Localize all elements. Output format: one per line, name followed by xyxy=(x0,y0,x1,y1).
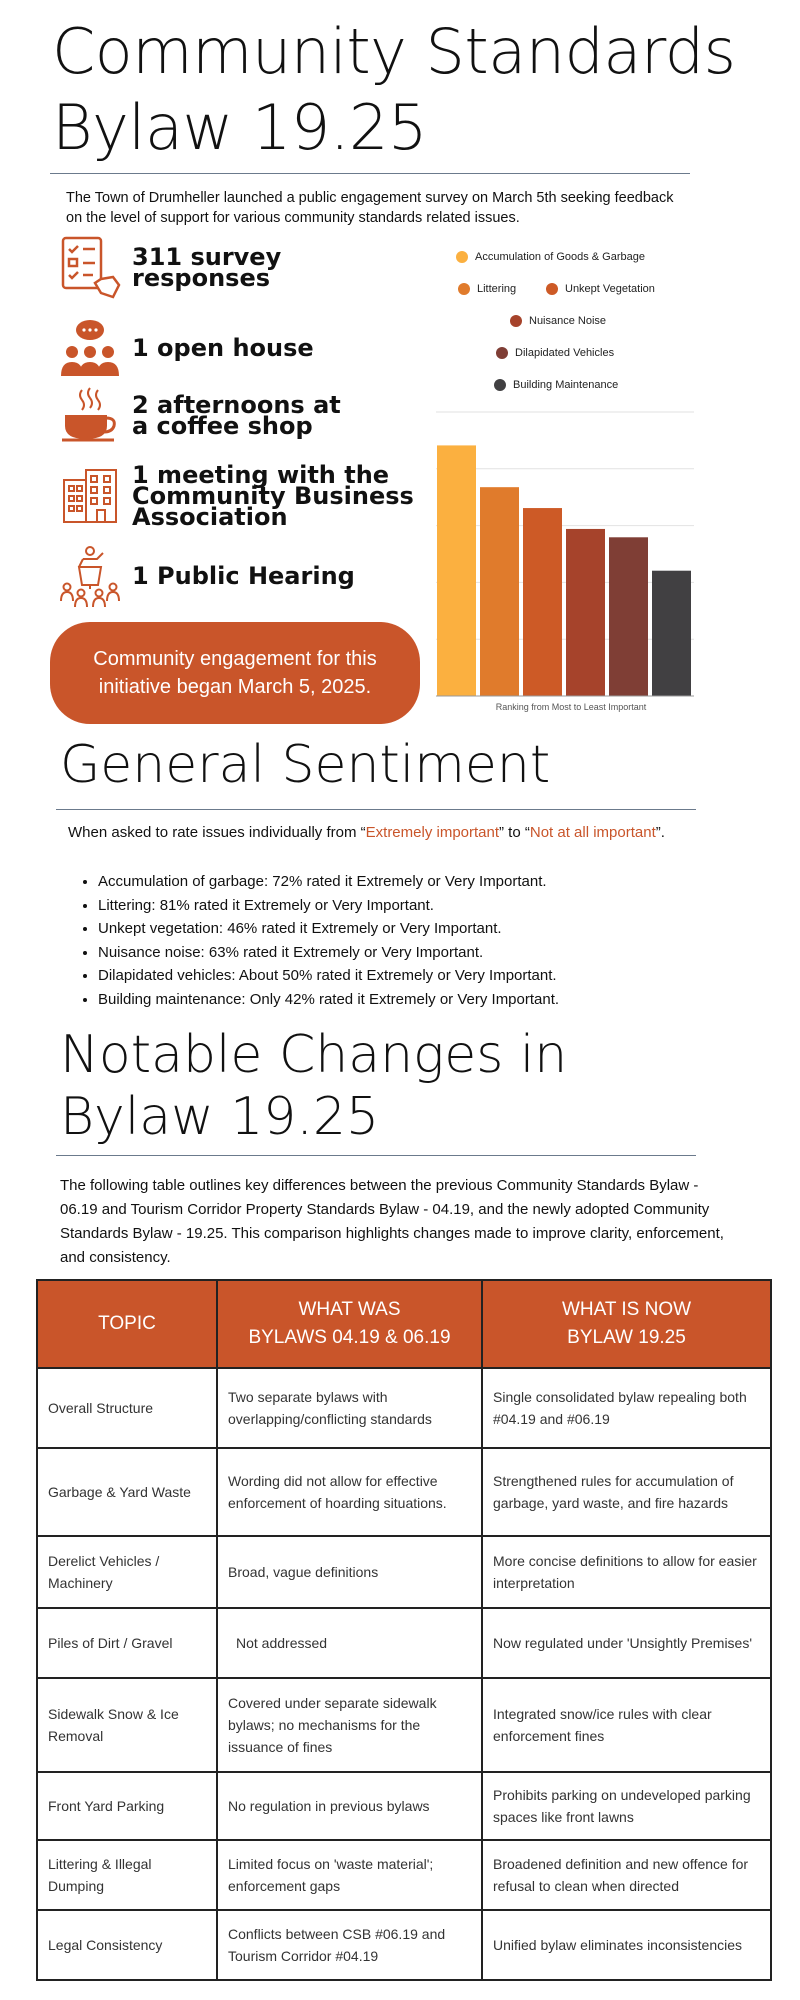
column-header-now-line2: BYLAW 19.25 xyxy=(567,1327,686,1348)
stat-business-meeting xyxy=(56,462,414,530)
office-building-icon xyxy=(56,462,124,530)
legend-swatch xyxy=(458,283,470,295)
intro-text: The Town of Drumheller launched a public engagement survey on March 5th seeking feedback on the level of support for various community standards related issues. xyxy=(66,190,674,226)
list-item: • Accumulation of garbage: 72% rated it Extremely or Very Important. xyxy=(98,870,559,894)
survey-checklist-icon xyxy=(56,234,124,302)
chart-xlabel: Ranking from Most to Least Important xyxy=(495,702,647,712)
page-title-line1: Community Standards xyxy=(52,15,736,88)
legend-item-garbage xyxy=(456,251,645,263)
chart-bar-6 xyxy=(652,571,691,696)
cell-now: Unified bylaw eliminates inconsistencies xyxy=(482,1910,771,1980)
chart-bar-4 xyxy=(566,529,605,696)
cell-was: Not addressed xyxy=(217,1608,482,1678)
sentiment-intro-mid: ” to “ xyxy=(499,824,530,841)
cell-now: Strengthened rules for accumulation of garbage, yard waste, and fire hazards xyxy=(482,1448,771,1536)
column-header-now-line1: WHAT IS NOW xyxy=(561,1299,692,1320)
legend-item-building xyxy=(494,379,618,391)
sentiment-list xyxy=(98,870,559,1011)
legend-label: Unkept Vegetation xyxy=(565,283,655,295)
cell-was: Wording did not allow for effective enforcement of hoarding situations. xyxy=(217,1448,482,1536)
stat-business-label xyxy=(132,460,414,531)
stat-coffee-line1: 2 afternoons at xyxy=(132,391,341,419)
cell-was: Conflicts between CSB #06.19 and Tourism Corridor #04.19 xyxy=(217,1910,482,1980)
engagement-date-callout: Community engagement for this initiative began March 5, 2025. xyxy=(50,622,420,724)
column-header-now xyxy=(482,1280,771,1368)
list-item: • Unkept vegetation: 46% rated it Extremely or Very Important. xyxy=(98,917,559,941)
stat-survey xyxy=(56,234,281,302)
legend-label: Building Maintenance xyxy=(513,379,619,391)
cell-was: Two separate bylaws with overlapping/conflicting standards xyxy=(217,1368,482,1448)
changes-divider xyxy=(56,1155,696,1156)
table-row xyxy=(37,1448,771,1536)
cell-was: Limited focus on 'waste material'; enforcement gaps xyxy=(217,1840,482,1910)
list-item: • Building maintenance: Only 42% rated it Extremely or Very Important. xyxy=(98,988,559,1012)
table-row xyxy=(37,1536,771,1608)
stat-open-house xyxy=(56,314,314,382)
cell-now: More concise definitions to allow for easier interpretation xyxy=(482,1536,771,1608)
comparison-table xyxy=(36,1279,772,1981)
cell-topic: Derelict Vehicles / Machinery xyxy=(37,1536,217,1608)
title-divider xyxy=(50,173,690,174)
sentiment-intro-not-at-all: Not at all important xyxy=(529,824,656,841)
cell-topic: Littering & Illegal Dumping xyxy=(37,1840,217,1910)
stat-survey-label xyxy=(132,243,282,292)
legend-label: Nuisance Noise xyxy=(529,315,607,327)
legend-item-noise xyxy=(510,315,606,327)
sentiment-intro xyxy=(68,824,665,841)
changes-title-line1: Notable Changes in xyxy=(60,1025,568,1085)
stat-business-line1: 1 meeting with the xyxy=(132,460,390,489)
cell-was: Covered under separate sidewalk bylaws; no mechanisms for the issuance of fines xyxy=(217,1678,482,1772)
chart-bar-1 xyxy=(437,445,476,696)
stat-business-line2: Community Business xyxy=(132,481,414,510)
table-header-row xyxy=(37,1280,771,1368)
legend-item-littering xyxy=(458,283,516,295)
coffee-cup-icon xyxy=(56,382,124,450)
cell-now: Prohibits parking on undeveloped parking spaces like front lawns xyxy=(482,1772,771,1840)
changes-intro: The following table outlines key differences between the previous Community Standards Bylaw - 06.19 and Tourism Corridor Property Standards Bylaw - 04.19, and the newly adopted Community Standards Bylaw - 19.25. This comparison highlights changes made to improve clarity, enforcement, and consistency. xyxy=(60,1177,724,1266)
cell-now: Now regulated under 'Unsightly Premises' xyxy=(482,1608,771,1678)
stat-coffee-shop xyxy=(56,382,341,450)
sentiment-divider xyxy=(56,809,696,810)
changes-title xyxy=(60,1024,567,1148)
cell-topic: Sidewalk Snow & Ice Removal xyxy=(37,1678,217,1772)
chart-bar-2 xyxy=(480,487,519,696)
table-row xyxy=(37,1608,771,1678)
legend-swatch xyxy=(496,347,508,359)
table-row xyxy=(37,1678,771,1772)
legend-item-vehicles xyxy=(496,347,614,359)
column-header-was-line1: WHAT WAS xyxy=(298,1299,401,1320)
cell-topic: Legal Consistency xyxy=(37,1910,217,1980)
stat-business-line3: Association xyxy=(132,502,288,531)
sentiment-intro-extremely: Extremely important xyxy=(365,824,500,841)
table-row xyxy=(37,1910,771,1980)
legend-item-vegetation xyxy=(546,283,655,295)
stat-public-hearing xyxy=(56,542,355,610)
legend-label: Accumulation of Goods & Garbage xyxy=(475,251,645,263)
column-header-was-line2: BYLAWS 04.19 & 06.19 xyxy=(248,1327,451,1348)
list-item: • Littering: 81% rated it Extremely or Very Important. xyxy=(98,894,559,918)
column-header-was xyxy=(217,1280,482,1368)
page-title xyxy=(52,14,735,166)
cell-topic: Garbage & Yard Waste xyxy=(37,1448,217,1536)
stat-coffee-line2: a coffee shop xyxy=(132,412,313,440)
chart-bar-3 xyxy=(523,508,562,696)
changes-title-line2: Bylaw 19.25 xyxy=(60,1087,380,1147)
cell-topic: Piles of Dirt / Gravel xyxy=(37,1608,217,1678)
list-item: • Nuisance noise: 63% rated it Extremely or Very Important. xyxy=(98,941,559,965)
stat-survey-line1: 311 survey xyxy=(132,243,282,271)
ranking-bar-chart xyxy=(436,400,700,720)
stat-coffee-label xyxy=(132,391,341,440)
chart-bar-5 xyxy=(609,537,648,696)
stat-survey-line2: responses xyxy=(132,264,270,292)
column-header-topic: TOPIC xyxy=(37,1280,217,1368)
cell-topic: Overall Structure xyxy=(37,1368,217,1448)
legend-label: Littering xyxy=(477,283,517,295)
cell-topic: Front Yard Parking xyxy=(37,1772,217,1840)
legend-label: Dilapidated Vehicles xyxy=(515,347,615,359)
table-row xyxy=(37,1368,771,1448)
cell-was: Broad, vague definitions xyxy=(217,1536,482,1608)
sentiment-title: General Sentiment xyxy=(60,735,551,795)
legend-swatch xyxy=(510,315,522,327)
table-row xyxy=(37,1840,771,1910)
table-row xyxy=(37,1772,771,1840)
list-item: • Dilapidated vehicles: About 50% rated it Extremely or Very Important. xyxy=(98,964,559,988)
sentiment-intro-post: ”. xyxy=(655,824,665,841)
legend-swatch xyxy=(494,379,506,391)
people-group-icon xyxy=(56,314,124,382)
cell-now: Single consolidated bylaw repealing both #04.19 and #06.19 xyxy=(482,1368,771,1448)
legend-swatch xyxy=(546,283,558,295)
page-title-line2: Bylaw 19.25 xyxy=(52,91,427,164)
stat-hearing-label: 1 Public Hearing xyxy=(132,561,355,590)
podium-speaker-icon xyxy=(56,542,124,610)
sentiment-intro-pre: When asked to rate issues individually from “ xyxy=(68,824,366,841)
stat-open-house-label: 1 open house xyxy=(132,333,314,362)
cell-now: Integrated snow/ice rules with clear enforcement fines xyxy=(482,1678,771,1772)
legend-swatch xyxy=(456,251,468,263)
cell-now: Broadened definition and new offence for refusal to clean when directed xyxy=(482,1840,771,1910)
cell-was: No regulation in previous bylaws xyxy=(217,1772,482,1840)
chart-bars xyxy=(437,445,691,696)
